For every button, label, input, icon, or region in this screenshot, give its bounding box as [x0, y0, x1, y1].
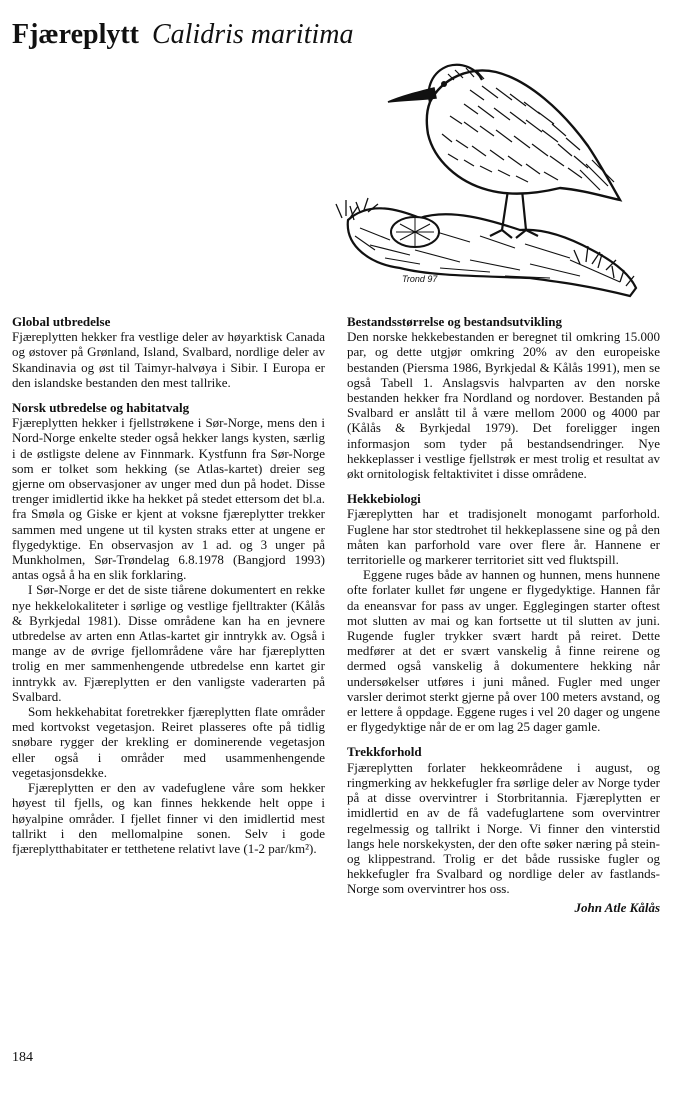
- section-heading: Norsk utbredelse og habitatvalg: [12, 400, 190, 416]
- page-title: [12, 18, 353, 52]
- rock-outline: [348, 208, 636, 296]
- bird-illustration: [330, 50, 645, 305]
- paragraph: Fjæreplytten forlater hekkeområdene i august, og ringmerking av hekkefugler fra sørlige deler av Norge tyder på at disse overvintrer i Storbritannia. Fjæreplytten er imidlertid en av de få vadefuglartene som overvintrer regelmessig og tallrikt i Norge. Vi finner den vinterstid langs hele norskekysten, der den ofte søker næring på stein- og klippestrand. Trolig er det både russiske fugler og hekkefugler fra Svalbard og nordlige deler av fastlands-Norge som overvintrer hos oss.: [347, 759, 660, 897]
- section-migration: [347, 744, 660, 896]
- paragraph: I Sør-Norge er det de siste tiårene dokumentert en rekke nye hekkelokaliteter i sørlige og vestlige fjelltrakter (Kålås & Byrkjedal 1981). Disse områdene kan ha en jevnere utbredelse av arten enn Atlas-kartet gir inntrykk av. Også i mange av de øvrige fjellområdene våre har fjæreplytten trolig en mer sammenhengende utbredelse enn kartet gir inntrykk av. Fjæreplytten er den vanligste vaderarten på Svalbard.: [12, 582, 325, 704]
- author-signature: John Atle Kålås: [574, 899, 660, 915]
- section-heading: Bestandsstørrelse og bestandsutvikling: [347, 314, 563, 329]
- section-population: [347, 314, 660, 481]
- section-norwegian-distribution: [12, 400, 325, 856]
- paragraph: Fjæreplytten er den av vadefuglene våre som hekker høyest til fjells, og kan finnes hekkende helt oppe i høyalpine områder. I fjellet finner vi den imidlertid mest tallrikt i den mellomalpine sonen. Selv i gode fjæreplytthabitater er tetthetene relativt lave (1-2 par/km²).: [12, 780, 325, 856]
- paragraph: Fjæreplytten hekker fra vestlige deler av høyarktisk Canada og østover på Grønland, Island, Svalbard, nordlige deler av Skandinavia og øst til Taimyr-halvøya i Sibir. I Europa er den islandske bestanden den mest tallrike.: [12, 329, 325, 390]
- bird-eye: [441, 81, 447, 87]
- right-column: [347, 314, 660, 915]
- paragraph: Den norske hekkebestanden er beregnet til omkring 15.000 par, og dette utgjør omkring 20% av den europeiske bestanden (Piersma 1986, Byrkjedal & Kålås 1991), men se også Tabell 1. Anslagsvis halvparten av den norske bestanden hekker fra Nordland og nordover. Bestanden på Svalbard er anslått til å være mellom 2000 og 4000 par (Kålås & Byrkjedal 1979). Det foreligger ingen informasjon som tyder på bestandsendringer. Nye hekkeplasser i vestlige fjellstrøk er mest trolig et resultat av økt ornitologisk feltaktivitet i disse områdene.: [347, 329, 660, 482]
- section-heading: Trekkforhold: [347, 744, 422, 760]
- paragraph: Fjæreplytten hekker i fjellstrøkene i Sør-Norge, mens den i Nord-Norge enkelte steder også hekker langs kysten, særlig i de østligste delene av Finnmark. Kystfunn fra Sør-Norge som er tolket som hekking (se Atlas-kartet) dreier seg gjerne om observasjoner av unger med dun på hodet. Disse trenger imidlertid ikke ha hekket på stedet ettersom det bl.a. fra Smøla og Giske er kjent at voksne fjæreplytter trekker sammen med ungene ut til kysten straks etter at ungene er flygedyktige. En observasjon av 1 ad. og 3 unger på Munkholmen, Sør-Trøndelag 6.8.1978 (Bangjord 1993) antas også å ha en slik forklaring.: [12, 415, 325, 583]
- paragraph: Eggene ruges både av hannen og hunnen, mens hunnene ofte forlater kullet før ungene er flygedyktige. Hannen får da eneansvar for pass av unger. Egglegingen starter oftest mot slutten av mai og kan fortsette ut til slutten av juni. Rugende fugler trykker svært hardt på reiret. Dette medfører at det er svært vanskelig å finne reirene og dermed også vanskelig å dokumentere hekking når undersøkelser utføres i juni måned. Fugler med unger varsler derimot sterkt gjerne på over 100 meters avstand, og er lettere å oppdage. Eggene ruges i vel 20 dager og ungene er flygedyktige når de er om lag 25 dager gamle.: [347, 567, 660, 735]
- section-global-distribution: [12, 314, 325, 390]
- paragraph: Fjæreplytten har et tradisjonelt monogamt parforhold. Fuglene har stor stedtrohet til hekkeplassene sine og på den måten kan parforhold vare over flere år. Hannene er territorielle og markerer territoriet sitt ved fluktspill.: [347, 506, 660, 568]
- section-heading: Global utbredelse: [12, 314, 111, 329]
- page-number: 184: [12, 1050, 33, 1065]
- artist-signature: Trond 97: [402, 274, 438, 284]
- section-breeding-biology: [347, 491, 660, 734]
- left-column: [12, 314, 325, 866]
- paragraph: Som hekkehabitat foretrekker fjæreplytten flate områder med kortvokst vegetasjon. Reiret plasseres ofte på tidlig snøbare rygger der krekling er dominerende vegetasjon eller også i områder med usammenhengende vegetasjonsdekke.: [12, 704, 325, 780]
- species-common-name: Fjæreplytt: [12, 19, 139, 50]
- section-heading: Hekkebiologi: [347, 491, 421, 507]
- species-scientific-name: Calidris maritima: [152, 19, 354, 50]
